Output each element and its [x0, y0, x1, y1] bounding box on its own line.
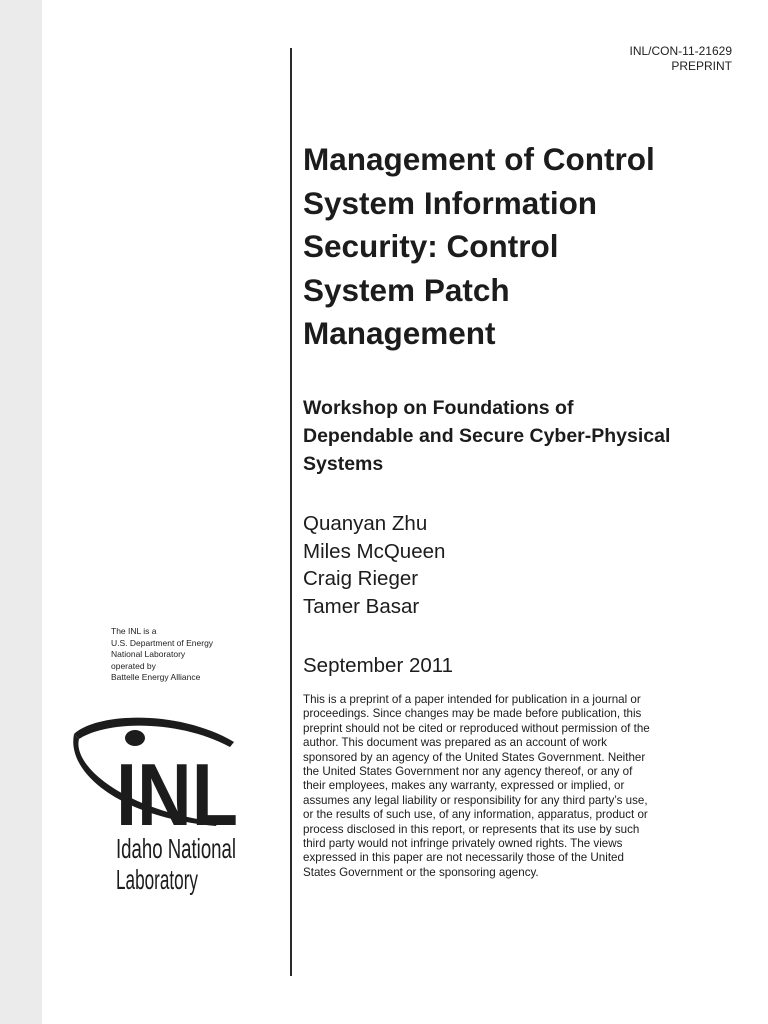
disclaimer-line: expressed in this paper are not necessarily those of the United: [303, 851, 624, 865]
author-name: Miles McQueen: [303, 539, 446, 563]
disclaimer-line: assumes any legal liability or responsibility for any third party’s use,: [303, 793, 648, 807]
disclaimer-line: author. This document was prepared as an account of work: [303, 736, 607, 750]
inl-note-line: Battelle Energy Alliance: [111, 672, 201, 682]
title-line: Management of Control: [303, 141, 655, 177]
inl-note-line: The INL is a: [111, 626, 157, 636]
disclaimer-line: preprint should not be cited or reproduced without permission of the: [303, 721, 650, 735]
inl-logo: [68, 712, 268, 902]
author-name: Quanyan Zhu: [303, 512, 428, 535]
disclaimer-text: [303, 693, 733, 880]
disclaimer-line: their employees, makes any warranty, expressed or implied, or: [303, 779, 625, 793]
inl-operator-note: [111, 626, 213, 684]
inl-note-line: National Laboratory: [111, 649, 186, 659]
author-name: Craig Rieger: [303, 567, 419, 590]
author-list: [303, 510, 703, 620]
disclaimer-line: third party would not infringe privately owned rights. The views: [303, 837, 623, 851]
preprint-label: PREPRINT: [671, 59, 732, 73]
inl-logo-icon: [68, 712, 268, 902]
author-name: Tamer Basar: [303, 594, 420, 618]
logo-name-line1: Idaho National: [116, 833, 236, 864]
document-page: [42, 0, 768, 1024]
subtitle-line: Systems: [303, 453, 384, 475]
disclaimer-line: or the results of such use, of any information, apparatus, product or: [303, 808, 648, 822]
logo-name-line2: Laboratory: [116, 864, 198, 895]
disclaimer-line: States Government or the sponsoring agency.: [303, 865, 539, 879]
vertical-divider: [290, 48, 292, 976]
logo-wordmark: INL: [116, 745, 238, 844]
publication-date: September 2011: [303, 654, 454, 677]
title-line: System Information: [303, 184, 598, 221]
title-line: System Patch: [303, 271, 510, 308]
title-line: Security: Control: [303, 228, 559, 264]
disclaimer-line: proceedings. Since changes may be made before publication, this: [303, 707, 642, 721]
logo-i-dot: [125, 730, 145, 746]
subtitle-line: Dependable and Secure Cyber-Physical: [303, 425, 671, 447]
document-id: [630, 44, 733, 74]
title-line: Management: [303, 315, 496, 351]
disclaimer-line: the United States Government nor any agency thereof, or any of: [303, 765, 633, 779]
report-number: INL/CON-11-21629: [629, 44, 732, 58]
workshop-subtitle: [303, 394, 743, 478]
inl-note-line: U.S. Department of Energy: [111, 637, 214, 648]
disclaimer-line: process disclosed in this report, or represents that its use by such: [303, 822, 640, 836]
subtitle-line: Workshop on Foundations of: [303, 397, 574, 419]
inl-note-line: operated by: [111, 660, 156, 671]
disclaimer-line: sponsored by an agency of the United States Government. Neither: [303, 750, 646, 764]
logo-swoosh: [74, 718, 234, 747]
disclaimer-line: This is a preprint of a paper intended for publication in a journal or: [303, 693, 641, 706]
document-title: [303, 138, 743, 356]
